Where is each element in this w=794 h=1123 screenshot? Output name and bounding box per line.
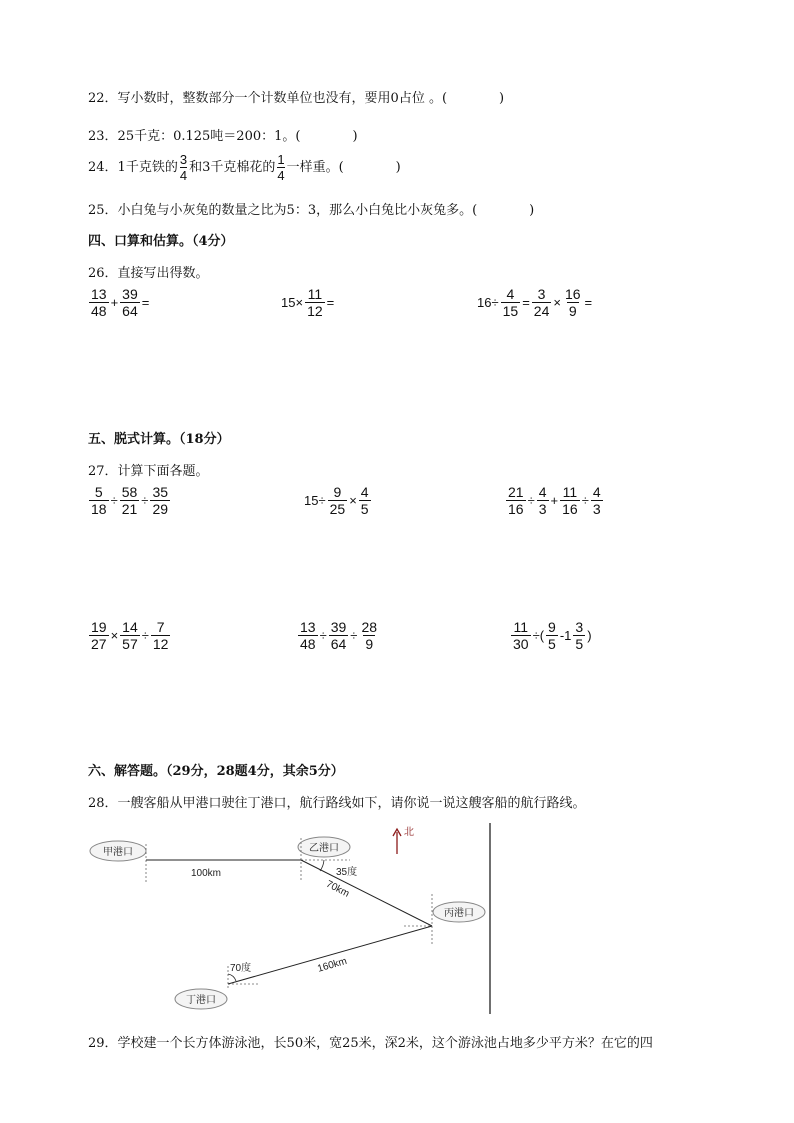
- q27-item-c: $\frac{21}{16}$ ÷ $\frac{4}{3}$ + $\frac{11}{16}$ ÷ $\frac{4}{3}$: [508, 484, 601, 517]
- q27-item-f: $\frac{11}{30}$ ÷( $\frac{9}{5}$ -1 $\frac{3}{5}$ ): [513, 619, 592, 652]
- question-22: 22．写小数时，整数部分一个计数单位也没有，要用0占位 。( ): [88, 91, 505, 106]
- q24-text-post: 一样重。( ): [286, 160, 401, 175]
- question-23: 23．25千克：0.125吨＝200：1。( ): [88, 129, 358, 144]
- port-jia: [90, 841, 146, 861]
- fraction: $\frac{1}{4}$: [277, 152, 285, 183]
- q27-item-a: $\frac{5}{18}$ ÷ $\frac{58}{21}$ ÷ $\frac{35}{29}$: [91, 484, 169, 517]
- north-arrow-icon: [393, 826, 414, 854]
- svg-text:丁港口: 丁港口: [186, 995, 216, 1006]
- q24-text-pre: 24．1千克铁的: [88, 160, 178, 175]
- svg-text:乙港口: 乙港口: [309, 843, 339, 854]
- q26-item-a: $\frac{13}{48}$ + $\frac{39}{64}$ =: [91, 286, 150, 319]
- port-yi: [298, 837, 350, 857]
- port-ding: [175, 989, 227, 1009]
- route-lines: [146, 860, 432, 984]
- question-29: 29．学校建一个长方体游泳池，长50米，宽25米，深2米，这个游泳池占地多少平方米？在它的四: [88, 1036, 653, 1051]
- question-27: 27．计算下面各题。: [88, 464, 209, 479]
- svg-text:北: 北: [404, 827, 414, 838]
- svg-text:丙港口: 丙港口: [444, 908, 474, 919]
- port-bing: [433, 902, 485, 922]
- q27-item-b: 15÷ $\frac{9}{25}$ × $\frac{4}{5}$: [304, 484, 369, 517]
- svg-text:甲港口: 甲港口: [103, 847, 133, 858]
- section-5-heading: 五、脱式计算。（18分）: [88, 432, 230, 447]
- q26-item-b: 15× $\frac{11}{12}$ =: [281, 286, 335, 319]
- section-4-heading: 四、口算和估算。（4分）: [88, 234, 234, 249]
- question-24: [88, 152, 401, 183]
- q24-text-mid: 和3千克棉花的: [189, 160, 276, 175]
- distance-160km: 160km: [316, 955, 349, 975]
- angle-70-label: 70度: [230, 963, 252, 974]
- question-25: 25．小白兔与小灰兔的数量之比为5：3，那么小白兔比小灰兔多。( ): [88, 203, 535, 218]
- angle-arc-70: [228, 974, 236, 981]
- distance-70km: 70km: [324, 878, 351, 900]
- question-26: 26．直接写出得数。: [88, 266, 209, 281]
- angle-35-label: 35度: [336, 867, 358, 878]
- fraction: $\frac{3}{4}$: [179, 152, 188, 183]
- route-map: [88, 818, 508, 1018]
- section-6-heading: 六、解答题。（29分，28题4分，其余5分）: [88, 764, 344, 779]
- distance-100km: 100km: [190, 868, 222, 879]
- question-28: 28．一艘客船从甲港口驶往丁港口，航行路线如下，请你说一说这艘客船的航行路线。: [88, 796, 586, 811]
- q27-item-e: $\frac{13}{48}$ ÷ $\frac{39}{64}$ ÷ $\frac{28}{9}$: [300, 619, 378, 652]
- q26-item-c: 16÷ $\frac{4}{15}$ = $\frac{3}{24}$ × $\frac{16}{9}$ =: [477, 286, 593, 319]
- q27-item-d: $\frac{19}{27}$ × $\frac{14}{57}$ ÷ $\frac{7}{12}$: [91, 619, 169, 652]
